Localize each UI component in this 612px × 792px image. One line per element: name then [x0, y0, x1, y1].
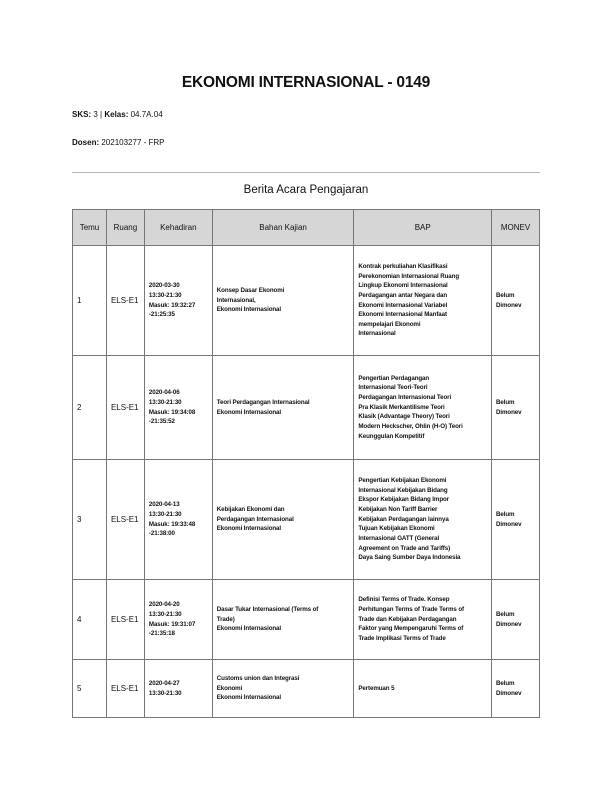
bahan-text: Konsep Dasar Ekonomi Internasional, Ekonomi Internasional — [216, 287, 285, 314]
cell-ruang: ELS-E1 — [106, 660, 144, 718]
cell-ruang: ELS-E1 — [106, 580, 144, 660]
cell-bap — [354, 356, 492, 460]
kehadiran-text: 2020-03-30 13:30-21:30 Masuk: 19:32:27 -21:25:35 — [148, 282, 196, 319]
cell-bahan-kajian — [212, 460, 354, 580]
cell-bap — [354, 580, 492, 660]
dosen-value: 202103277 - FRP — [101, 138, 165, 147]
kehadiran-text: 2020-04-06 13:30-21:30 Masuk: 19:34:08 -21:35:52 — [148, 389, 196, 426]
cell-kehadiran — [144, 356, 212, 460]
cell-monev — [492, 460, 540, 580]
cell-temu: 5 — [73, 660, 107, 718]
cell-temu: 2 — [73, 356, 107, 460]
kehadiran-text: 2020-04-27 13:30-21:30 — [148, 679, 182, 697]
bahan-text: Teori Perdagangan Internasional Ekonomi Internasional — [216, 398, 310, 416]
meta-separator: | — [100, 110, 103, 119]
cell-monev — [492, 356, 540, 460]
bahan-text: Dasar Tukar Internasional (Terms of Trade) Ekonomi Internasional — [216, 606, 319, 633]
bap-text: Definisi Terms of Trade. Konsep Perhitungan Terms of Trade Terms of Trade dan Kebijakan Perdagangan Faktor yang Mempengaruhi Terms of Trade Implikasi Terms of Trade — [358, 596, 464, 642]
sks-label: SKS: — [72, 110, 92, 119]
monev-status: Belum Dimonev — [496, 291, 522, 309]
cell-kehadiran — [144, 460, 212, 580]
lecturer-meta — [72, 138, 165, 147]
cell-monev — [492, 660, 540, 718]
cell-bahan-kajian — [212, 246, 354, 356]
header-bahan-kajian: Bahan Kajian — [212, 210, 354, 246]
kehadiran-text: 2020-04-13 13:30-21:30 Masuk: 19:33:48 -21:38:00 — [148, 501, 196, 538]
section-title: Berita Acara Pengajaran — [243, 184, 369, 196]
cell-ruang: ELS-E1 — [106, 356, 144, 460]
bap-text: Kontrak perkuliahan Klasifikasi Perekonomian Internasional Ruang Lingkup Ekonomi Internasional Perdagangan antar Negara dan Ekonomi Internasional Variabel Ekonomi Internasional Manfaat mempelajari Ekonomi Internasional — [358, 263, 460, 338]
table-row — [73, 460, 540, 580]
cell-bap — [354, 246, 492, 356]
cell-kehadiran — [144, 660, 212, 718]
cell-temu: 3 — [73, 460, 107, 580]
cell-temu: 1 — [73, 246, 107, 356]
header-monev: MONEV — [492, 210, 540, 246]
cell-bahan-kajian — [212, 580, 354, 660]
cell-monev — [492, 580, 540, 660]
kelas-value: 04.7A.04 — [130, 110, 163, 119]
header-bap: BAP — [354, 210, 492, 246]
bahan-text: Kebijakan Ekonomi dan Perdagangan Internasional Ekonomi Internasional — [216, 506, 294, 533]
table-row — [73, 356, 540, 460]
monev-status: Belum Dimonev — [496, 610, 522, 628]
table-row — [73, 246, 540, 356]
bap-text: Pengertian Kebijakan Ekonomi Internasional Kebijakan Bidang Ekspor Kebijakan Bidang Impor Kebijakan Non Tariff Barrier Kebijakan Perdagangan lainnya Tujuan Kebijakan Ekonomi Internasional GATT (General Agreement on Trade and Tariffs) Daya Saing Sumber Daya Indonesia — [358, 477, 461, 562]
cell-ruang: ELS-E1 — [106, 246, 144, 356]
bap-text: Pertemuan 5 — [358, 684, 395, 692]
kehadiran-text: 2020-04-20 13:30-21:30 Masuk: 19:31:07 -21:35:18 — [148, 601, 196, 638]
dosen-label: Dosen: — [72, 138, 100, 147]
cell-kehadiran — [144, 246, 212, 356]
bahan-text: Customs union dan Integrasi Ekonomi Ekonomi Internasional — [216, 675, 300, 702]
course-meta — [72, 110, 163, 119]
cell-bahan-kajian — [212, 356, 354, 460]
header-ruang: Ruang — [106, 210, 144, 246]
cell-kehadiran — [144, 580, 212, 660]
monev-status: Belum Dimonev — [496, 398, 522, 416]
sks-value: 3 — [93, 110, 98, 119]
table-header-row — [73, 210, 540, 246]
cell-bap — [354, 660, 492, 718]
monev-status: Belum Dimonev — [496, 679, 522, 697]
header-kehadiran: Kehadiran — [144, 210, 212, 246]
monev-status: Belum Dimonev — [496, 510, 522, 528]
cell-temu: 4 — [73, 580, 107, 660]
cell-bahan-kajian — [212, 660, 354, 718]
table-row — [73, 580, 540, 660]
kelas-label: Kelas: — [104, 110, 129, 119]
teaching-record-table — [72, 209, 540, 718]
cell-ruang: ELS-E1 — [106, 460, 144, 580]
page-title: EKONOMI INTERNASIONAL - 0149 — [181, 74, 431, 91]
cell-monev — [492, 246, 540, 356]
bap-text: Pengertian Perdagangan Internasional Teori-Teori Perdagangan Internasional Teori Pra Klasik Merkantilisme Teori Klasik (Advantage Theory) Teori Modern Heckscher, Ohlin (H-O) Teori Keunggulan Kompetitif — [358, 374, 463, 440]
table-row — [73, 660, 540, 718]
cell-bap — [354, 460, 492, 580]
divider — [72, 172, 540, 173]
header-temu: Temu — [73, 210, 107, 246]
